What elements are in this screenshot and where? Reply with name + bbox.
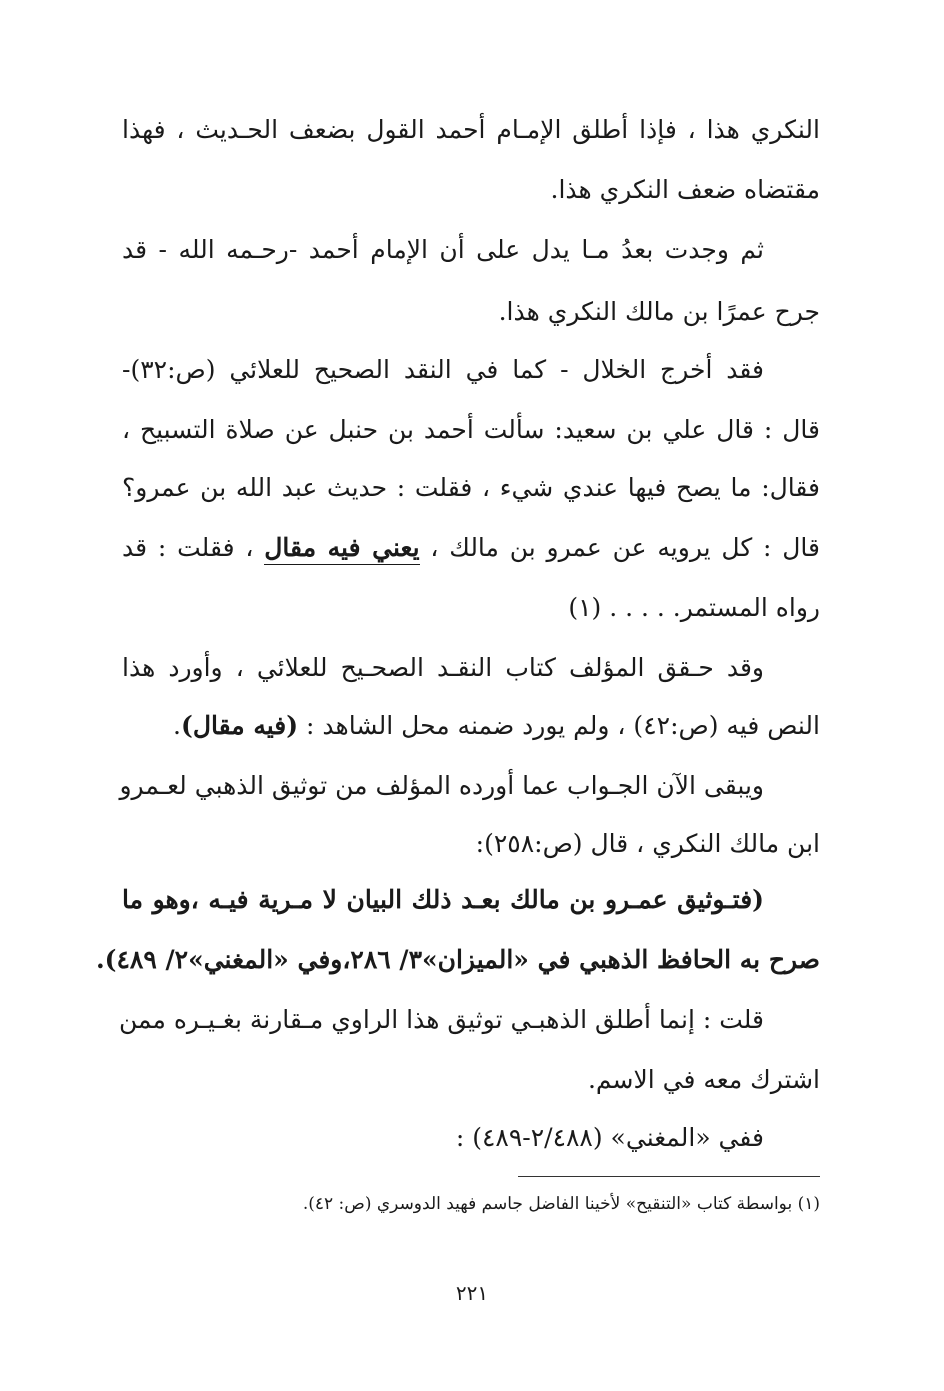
text-line: النكري هذا ، فإذا أطلق الإمـام أحمد القول بضعف الحـديث ، فهذا	[122, 115, 820, 144]
text-line: ففي «المغني» (٢/٤٨٨-٤٨٩) :	[455, 1123, 764, 1152]
emphasized-quote: (فيه مقال)	[181, 711, 299, 740]
text-line: فقد أخرج الخلال - كما في النقد الصحيح للعلائي (ص:٣٢)-	[122, 355, 764, 384]
text-segment: قال : كل يرويه عن عمرو بن مالك ،	[430, 533, 821, 562]
emphasized-quote: يعني فيه مقال	[264, 533, 419, 565]
text-segment: النص فيه (ص:٤٢) ، ولم يورد ضمنه محل الشاهد :	[306, 711, 820, 740]
text-segment: ، فقلت : قد	[122, 533, 254, 562]
footnote: (١) بواسطة كتاب «التنقيح» لأخينا الفاضل جاسم فهيد الدوسري (ص: ٤٢).	[302, 1194, 820, 1214]
text-line: جرح عمرًا بن مالك النكري هذا.	[498, 297, 820, 326]
text-segment: .	[173, 711, 181, 740]
text-line: رواه المستمر. . . . . (١)	[568, 593, 820, 622]
quoted-text-line: صرح به الحافظ الذهبي في «الميزان»٣/ ٢٨٦،وفي «المغني»٢/ ٤٨٩).	[95, 945, 820, 974]
text-line: ابن مالك النكري ، قال (ص:٢٥٨):	[475, 829, 820, 858]
text-line	[122, 706, 820, 746]
text-line: اشترك معه في الاسم.	[587, 1065, 820, 1094]
text-line: قال : قال علي بن سعيد: سألت أحمد بن حنبل عن صلاة التسبيح ،	[122, 415, 820, 444]
text-line	[122, 528, 820, 568]
page-number: ٢٢١	[455, 1281, 489, 1305]
text-line: ويبقى الآن الجـواب عما أورده المؤلف من توثيق الذهبي لعـمرو	[119, 771, 764, 800]
text-line: فقال: ما يصح فيها عندي شيء ، فقلت : حديث عبد الله بن عمرو؟	[122, 473, 820, 502]
footnote-divider	[518, 1176, 820, 1177]
text-line: قلت : إنما أطلق الذهبـي توثيق هذا الراوي مـقارنة بغـيـره ممن	[119, 1005, 764, 1034]
text-line: مقتضاه ضعف النكري هذا.	[550, 175, 820, 204]
quoted-text-line: (فتـوثيق عمـرو بن مالك بعـد ذلك البيان لا مـرية فيـه ،وهو ما	[122, 885, 764, 914]
text-line: وقد حـقق المؤلف كتاب النقـد الصحـيح للعلائي ، وأورد هذا	[122, 653, 764, 682]
text-line: ثم وجدت بعدُ مـا يدل على أن الإمام أحمد -رحـمه الله - قد	[122, 235, 764, 264]
